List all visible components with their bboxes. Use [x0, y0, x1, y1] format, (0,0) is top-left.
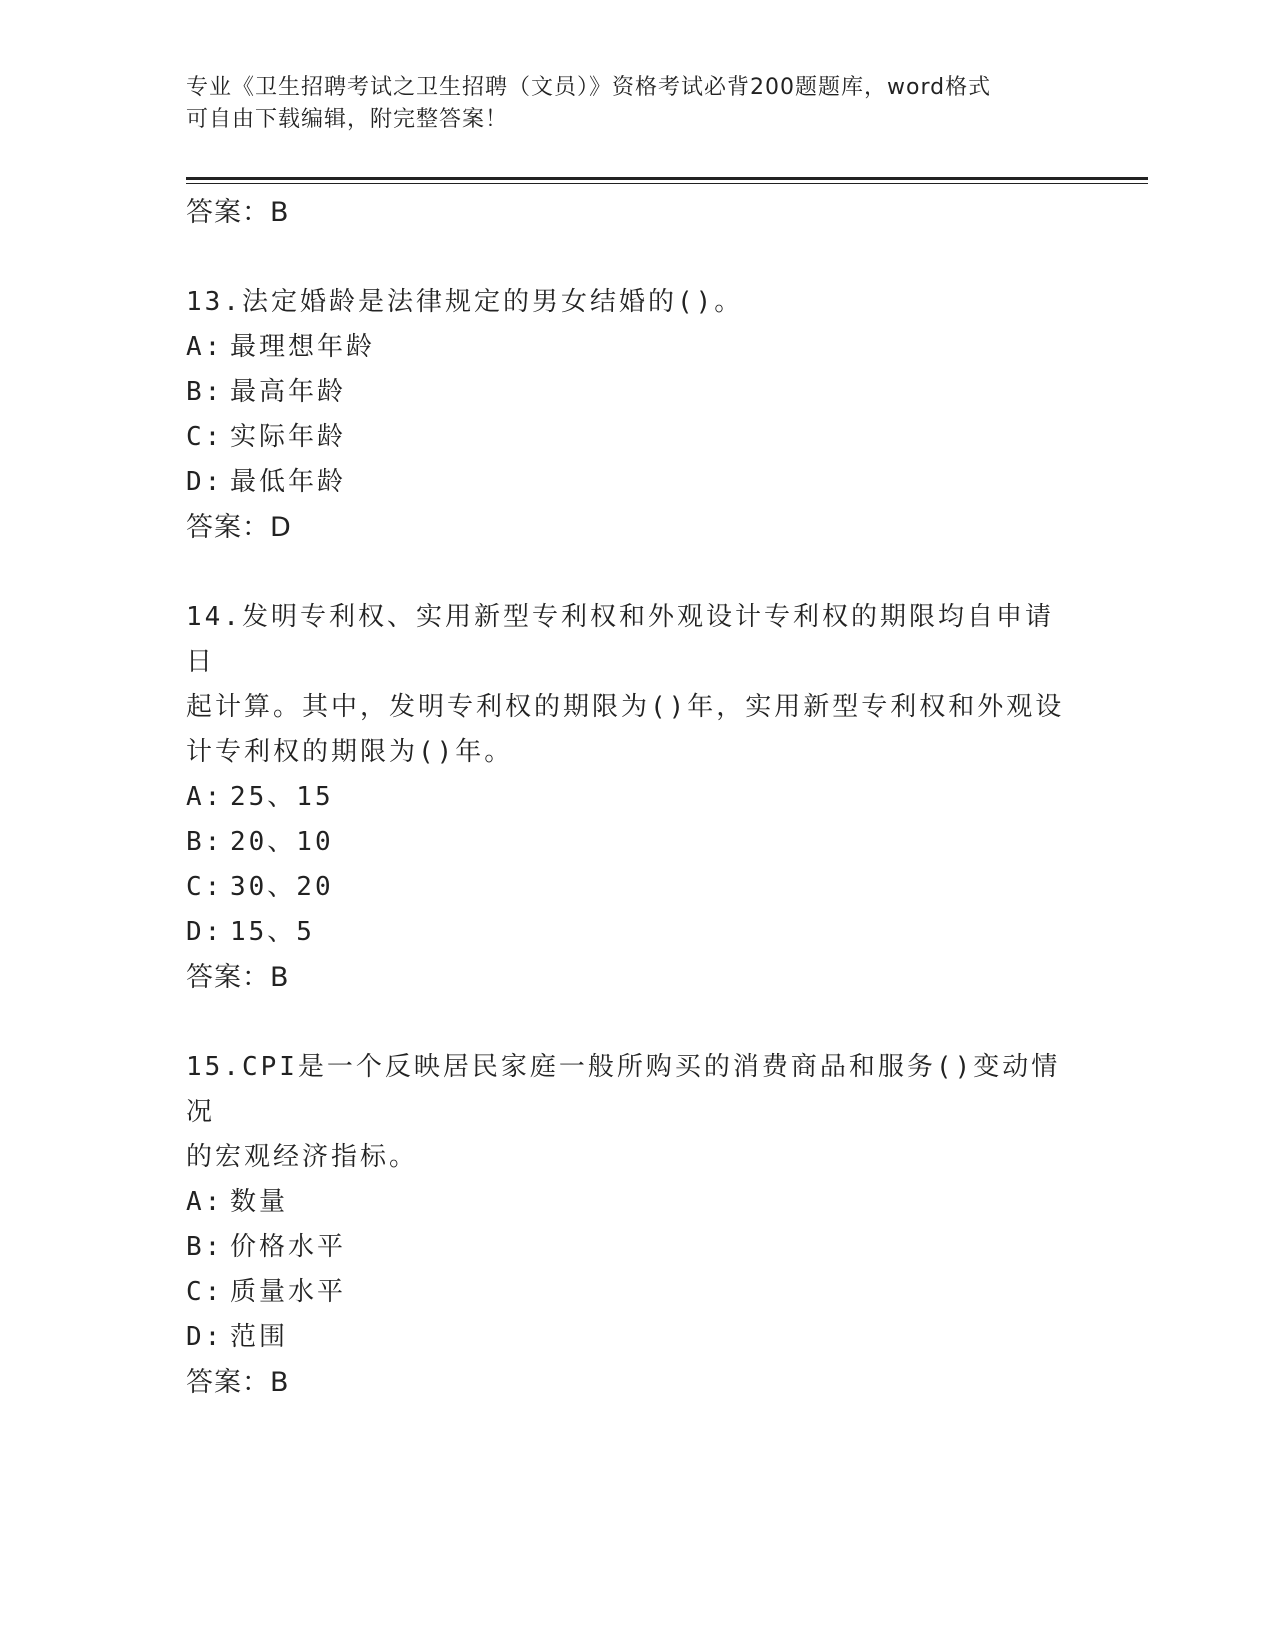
option-c [186, 865, 1066, 910]
option-text: 价格水平 [230, 1232, 347, 1262]
question-line: 13.法定婚龄是法律规定的男女结婚的()。 [186, 287, 744, 317]
question-text [186, 280, 1066, 325]
question-text [186, 595, 1066, 775]
question-block [186, 595, 1066, 1000]
option-text: 实际年龄 [230, 422, 347, 452]
header-divider-thick [186, 177, 1148, 180]
option-b [186, 1225, 1066, 1270]
question-line: 15.CPI是一个反映居民家庭一般所购买的消费商品和服务()变动情况 [186, 1052, 1061, 1127]
option-a [186, 775, 1066, 820]
option-letter: A: [186, 1187, 224, 1217]
question-block [186, 280, 1066, 550]
option-text: 30、20 [230, 872, 334, 902]
option-d [186, 460, 1066, 505]
option-letter: D: [186, 1322, 224, 1352]
option-text: 15、5 [230, 917, 315, 947]
answer-line: 答案：D [186, 512, 292, 543]
option-text: 范围 [230, 1322, 289, 1352]
answer-line: 答案：B [186, 962, 290, 993]
question-text [186, 1045, 1066, 1180]
question-list [186, 190, 1066, 1405]
header-line-1: 专业《卫生招聘考试之卫生招聘（文员）》资格考试必背200题题库，word格式 [186, 75, 992, 100]
option-text: 数量 [230, 1187, 289, 1217]
option-letter: D: [186, 917, 224, 947]
option-letter: C: [186, 422, 224, 452]
question-line: 计专利权的期限为()年。 [186, 737, 514, 767]
answer-line: 答案：B [186, 1367, 290, 1398]
option-text: 20、10 [230, 827, 334, 857]
question-line: 的宏观经济指标。 [186, 1142, 419, 1172]
option-letter: C: [186, 1277, 224, 1307]
previous-answer: 答案：B [186, 197, 290, 228]
option-d [186, 1315, 1066, 1360]
header-line-2: 可自由下载编辑，附完整答案！ [186, 107, 509, 132]
option-letter: D: [186, 467, 224, 497]
option-letter: B: [186, 827, 224, 857]
question-line: 14.发明专利权、实用新型专利权和外观设计专利权的期限均自申请日 [186, 602, 1054, 677]
option-text: 最低年龄 [230, 467, 347, 497]
document-header [186, 72, 1066, 136]
option-text: 最理想年龄 [230, 332, 376, 362]
option-c [186, 1270, 1066, 1315]
option-b [186, 370, 1066, 415]
header-divider-thin [186, 183, 1148, 184]
option-d [186, 910, 1066, 955]
option-letter: B: [186, 377, 224, 407]
option-b [186, 820, 1066, 865]
option-a [186, 325, 1066, 370]
option-text: 质量水平 [230, 1277, 347, 1307]
option-letter: A: [186, 332, 224, 362]
option-text: 最高年龄 [230, 377, 347, 407]
option-a [186, 1180, 1066, 1225]
question-line: 起计算。其中，发明专利权的期限为()年，实用新型专利权和外观设 [186, 692, 1065, 722]
option-letter: A: [186, 782, 224, 812]
question-block [186, 1045, 1066, 1405]
option-c [186, 415, 1066, 460]
option-letter: B: [186, 1232, 224, 1262]
option-letter: C: [186, 872, 224, 902]
option-text: 25、15 [230, 782, 334, 812]
